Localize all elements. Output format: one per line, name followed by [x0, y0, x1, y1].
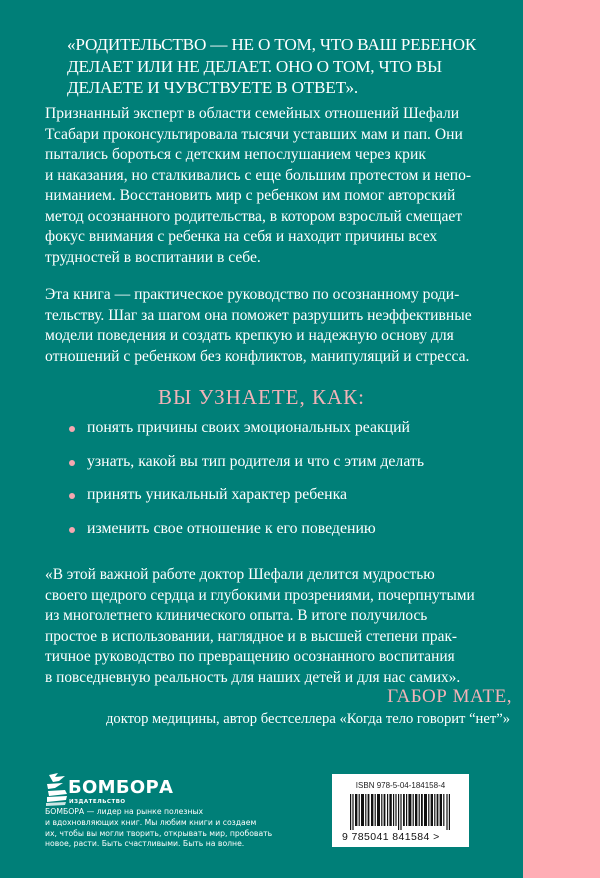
learn-list-item [45, 417, 515, 451]
quote-line: простое в использовании, наглядное и в высшей степени прак- [45, 627, 458, 645]
paragraph-line: трудностей в воспитании в себе. [45, 248, 261, 266]
tagline-quote [67, 34, 517, 99]
tagline-line: ДЕЛАЕТ ИЛИ НЕ ДЕЛАЕТ. ОНО О ТОМ, ЧТО ВЫ [67, 56, 442, 76]
bullet-dot-icon [69, 426, 75, 432]
bullet-dot-icon [69, 527, 75, 533]
learn-list-item [45, 484, 515, 518]
paragraph-line: метод осознанного родительства, в котором взрослый смещает [45, 207, 463, 225]
spine-strip [523, 0, 600, 878]
tagline-line: «РОДИТЕЛЬСТВО — НЕ О ТОМ, ЧТО ВАШ РЕБЕНОК [67, 35, 477, 54]
endorsement-quote [45, 565, 525, 688]
learn-list-item [45, 518, 515, 552]
description-paragraph-2 [45, 285, 525, 367]
barcode-bars-icon [350, 794, 450, 830]
learn-item-text: узнать, какой вы тип родителя и что с этим делать [87, 452, 425, 470]
quote-author-description: доктор медицины, автор бестселлера «Когда тело говорит “нет”» [105, 711, 510, 727]
quote-line: тичное руководство по превращению осознанного воспитания [45, 648, 455, 665]
quote-line: своего щедрого сердца и глубокими прозрениями, почерпнутыми [45, 586, 475, 604]
tagline-line: ДЕЛАЕТЕ И ЧУВСТВУЕТЕ В ОТВЕТ». [67, 78, 358, 97]
quote-line: из многолетнего клинического опыта. В итоге получилось [45, 607, 428, 624]
blurb-line: новое, расти. Быть счастливыми. Быть на волне. [45, 839, 245, 849]
paragraph-line: ниманием. Восстановить мир с ребенком им помог авторский [45, 187, 456, 204]
paragraph-line: Эта книга — практическое руководство по осознанному роди- [45, 286, 460, 303]
publisher-name: БОМБОРА [68, 777, 174, 798]
blurb-line: и вдохновляющих книг. Мы любим книги и создаем [45, 817, 257, 827]
paragraph-line: фокус внимания с ребенка на себя и находит причины всех [45, 228, 438, 245]
publisher-blurb [45, 807, 285, 850]
quote-line: в повседневную реальность для наших детей и для нас самих». [45, 668, 461, 686]
learn-list-item [45, 451, 515, 485]
paragraph-line: пытались бороться с детским непослушанием через крик [45, 146, 426, 163]
learn-list [45, 417, 515, 551]
quote-author-name: ГАБОР МАТЕ, [387, 686, 512, 707]
isbn-barcode [332, 774, 469, 847]
learn-item-text: изменить свое отношение к его поведению [87, 519, 376, 537]
learn-item-text: принять уникальный характер ребенка [87, 486, 348, 503]
publisher-logo [45, 772, 195, 812]
paragraph-line: модели поведения и создать крепкую и надежную основу для [45, 327, 454, 344]
description-paragraph-1 [45, 104, 525, 268]
quote-line: «В этой важной работе доктор Шефали делится мудростью [45, 566, 435, 583]
bullet-dot-icon [69, 460, 75, 466]
barcode-digits: 9 785041 841584 > [342, 831, 440, 843]
paragraph-line: и наказания, но сталкивались с еще большим протестом и непо- [45, 166, 472, 184]
blurb-line: БОМБОРА — лидер на рынке полезных [45, 807, 204, 816]
bullet-dot-icon [69, 493, 75, 499]
learn-heading: ВЫ УЗНАЕТЕ, КАК: [157, 385, 365, 409]
isbn-label: ISBN 978-5-04-184158-4 [355, 781, 446, 790]
paragraph-line: отношений с ребенком без конфликтов, манипуляций и стресса. [45, 347, 470, 365]
publisher-subtitle: ИЗДАТЕЛЬСТВО [69, 799, 126, 805]
learn-item-text: понять причины своих эмоциональных реакций [87, 419, 411, 436]
paragraph-line: тельству. Шаг за шагом она поможет разрушить неэффективные [45, 306, 472, 324]
blurb-line: их, чтобы вы могли творить, открывать мир, пробовать [45, 828, 273, 838]
paragraph-line: Признанный эксперт в области семейных отношений Шефали [45, 105, 460, 122]
paragraph-line: Тсабари проконсультировала тысячи уставших мам и пап. Они [45, 125, 463, 143]
